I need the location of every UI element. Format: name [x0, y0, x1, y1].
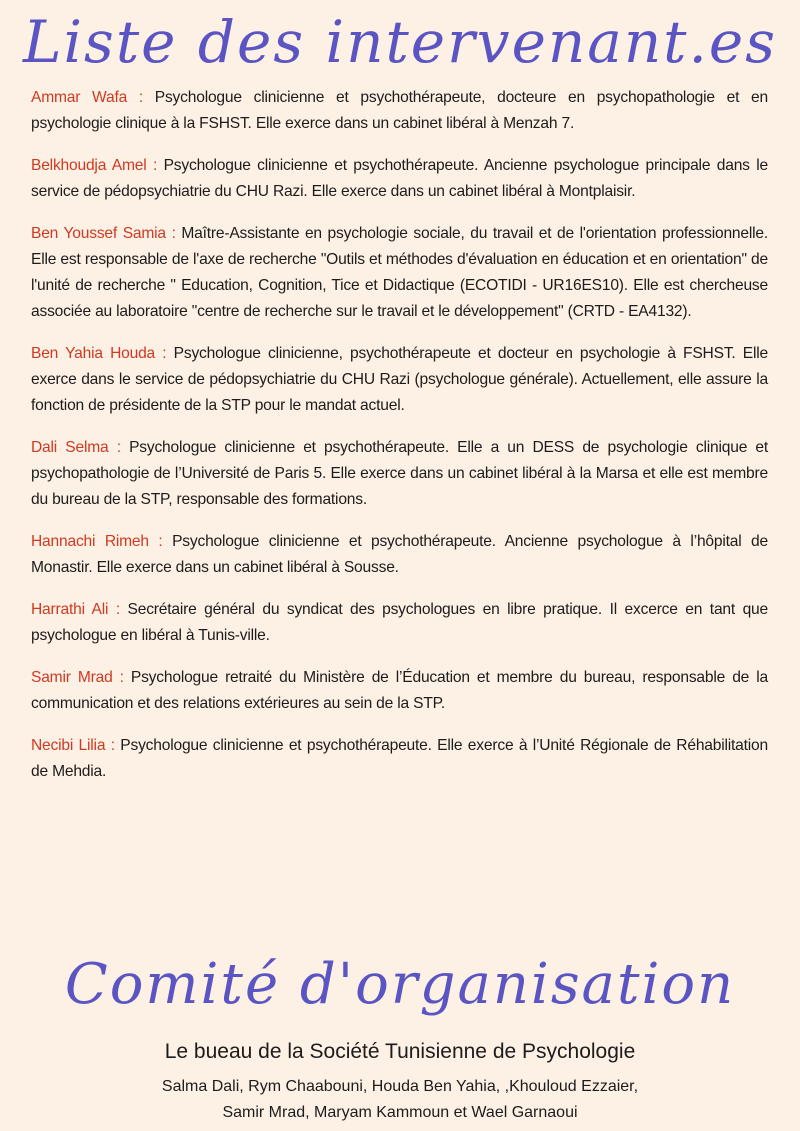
intervenant-bio: Psychologue clinicienne et psychothérapeute, docteure en psychopathologie et en psychologie clinique à la FSHST. Elle exerce dans un cabinet libéral à Menzah 7. — [31, 89, 768, 132]
organisation-members — [0, 1074, 800, 1126]
intervenant-bio: Psychologue clinicienne et psychothérapeute. Ancienne psychologue principale dans le service de pédopsychiatrie du CHU Razi. Elle exerce dans un cabinet libéral à Montplaisir. — [31, 157, 768, 200]
intervenant-name: Necibi Lilia : — [31, 737, 115, 754]
intervenant-bio: Psychologue clinicienne et psychothérapeute. Elle a un DESS de psychologie clinique et psychopathologie de l’Université de Paris 5. Elle exerce dans un cabinet libéral à la Marsa et elle est membre du bureau de la STP, responsable des formations. — [31, 439, 768, 508]
organisation-subtitle: Le bueau de la Société Tunisienne de Psychologie — [164, 1040, 636, 1063]
intervenants-list — [31, 85, 768, 801]
intervenant-name: Harrathi Ali : — [31, 601, 120, 618]
intervenant-entry — [31, 435, 768, 513]
intervenant-entry — [31, 85, 768, 137]
intervenant-bio: Psychologue clinicienne et psychothérapeute. Elle exerce à l’Unité Régionale de Réhabilitation de Mehdia. — [31, 737, 768, 780]
organisation-title: Comité d'organisation — [64, 952, 736, 1017]
members-line: Salma Dali, Rym Chaabouni, Houda Ben Yahia, ,Khouloud Ezzaier, — [161, 1078, 639, 1095]
intervenant-bio: Psychologue clinicienne, psychothérapeute et docteur en psychologie à FSHST. Elle exerce dans le service de pédopsychiatrie du CHU Razi (psychologue générale). Actuellement, elle assure la fonction de présidente de la STP pour le mandat actuel. — [31, 345, 768, 414]
intervenant-name: Hannachi Rimeh : — [31, 533, 163, 550]
intervenant-name: Ammar Wafa : — [31, 89, 143, 106]
intervenant-entry — [31, 733, 768, 785]
intervenant-entry — [31, 221, 768, 325]
intervenant-name: Belkhoudja Amel : — [31, 157, 158, 174]
intervenant-entry — [31, 341, 768, 419]
intervenant-name: Dali Selma : — [31, 439, 121, 456]
intervenant-entry — [31, 153, 768, 205]
intervenant-entry — [31, 665, 768, 717]
intervenant-name: Ben Youssef Samia : — [31, 225, 176, 242]
intervenant-bio: Psychologue retraité du Ministère de l’Éducation et membre du bureau, responsable de la communication et des relations extérieures au sein de la STP. — [31, 669, 768, 712]
intervenant-entry — [31, 529, 768, 581]
intervenant-name: Ben Yahia Houda : — [31, 345, 167, 362]
intervenant-name: Samir Mrad : — [31, 669, 124, 686]
intervenant-bio: Maître-Assistante en psychologie sociale, du travail et de l'orientation professionnelle. Elle est responsable de l'axe de recherche "Outils et méthodes d'évaluation en éducation et en orientation" de l'unité de recherche " Education, Cognition, Tice et Didactique (ECOTIDI - UR16ES10). Elle est chercheuse associée au laboratoire "centre de recherche sur le travail et le développement" (CRTD - EA4132). — [31, 225, 769, 320]
members-line: Samir Mrad, Maryam Kammoun et Wael Garnaoui — [222, 1104, 578, 1121]
intervenant-entry — [31, 597, 768, 649]
page-title: Liste des intervenant.es — [22, 8, 778, 76]
intervenant-bio: Secrétaire général du syndicat des psychologues en libre pratique. Il excerce en tant que psychologue en libéral à Tunis-ville. — [31, 601, 768, 644]
intervenant-bio: Psychologue clinicienne et psychothérapeute. Ancienne psychologue à l’hôpital de Monastir. Elle exerce dans un cabinet libéral à Sousse. — [31, 533, 768, 576]
